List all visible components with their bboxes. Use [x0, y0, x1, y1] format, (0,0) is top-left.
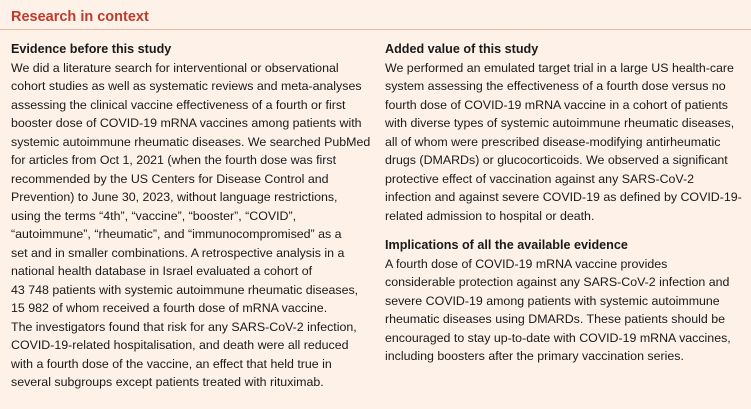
- evidence-line: “autoimmune”, “rheumatic”, and “immunocompromised” as a: [11, 227, 342, 241]
- implications-heading: Implications of all the available evidence: [385, 238, 628, 252]
- evidence-line: recommended by the US Centers for Disease Control and: [11, 171, 329, 186]
- implications-line: rheumatic diseases using DMARDs. These patients should be: [385, 312, 725, 326]
- evidence-line: 43 748 patients with systemic autoimmune rheumatic diseases,: [11, 282, 359, 297]
- evidence-paragraph: [11, 59, 371, 392]
- implications-line: encouraged to stay up-to-date with COVID-19 mRNA vaccines,: [385, 330, 731, 345]
- evidence-line: assessing the clinical vaccine effectiveness of a fourth or first: [11, 97, 346, 112]
- added-value-line: all of whom were prescribed disease-modifying antirheumatic: [385, 134, 721, 149]
- added-value-paragraph: [385, 59, 740, 226]
- added-value-line: We performed an emulated target trial in a large US health-care: [385, 60, 734, 75]
- evidence-line: for articles from Oct 1, 2021 (when the fourth dose was first: [11, 153, 337, 167]
- implications-line: considerable protection against any SARS-CoV-2 infection and: [385, 275, 730, 289]
- evidence-line: systemic autoimmune rheumatic diseases. We searched PubMed: [11, 134, 371, 149]
- evidence-line: We did a literature search for interventional or observational: [11, 60, 339, 75]
- title-divider: [0, 29, 751, 30]
- implications-paragraph: [385, 255, 740, 366]
- panel-title: Research in context: [11, 9, 149, 25]
- evidence-heading: Evidence before this study: [11, 42, 172, 56]
- added-value-line: related admission to hospital or death.: [385, 208, 595, 223]
- section-gap: [385, 225, 740, 236]
- evidence-line: Prevention) to June 30, 2023, without language restrictions,: [11, 190, 338, 204]
- added-value-line: drugs (DMARDs) or glucocorticoids. We observed a significant: [385, 153, 728, 167]
- evidence-line: 15 982 of whom received a fourth dose of mRNA vaccine.: [11, 301, 328, 315]
- left-column: [11, 40, 371, 392]
- added-value-heading: Added value of this study: [385, 42, 539, 56]
- added-value-line: fourth dose of COVID-19 mRNA vaccine in a cohort of patients: [385, 97, 728, 112]
- evidence-line: several subgroups except patients treated with rituximab.: [11, 375, 324, 389]
- added-value-line: infection and against severe COVID-19 as defined by COVID-19-: [385, 190, 742, 204]
- evidence-line: national health database in Israel evaluated a cohort of: [11, 264, 313, 278]
- evidence-line: The investigators found that risk for any SARS-CoV-2 infection,: [11, 319, 357, 334]
- evidence-line: cohort studies as well as systematic reviews and meta-analyses: [11, 79, 362, 93]
- evidence-line: set and in smaller combinations. A retrospective analysis in a: [11, 245, 345, 260]
- added-value-line: system assessing the effectiveness of a fourth dose versus no: [385, 79, 726, 93]
- evidence-line: with a fourth dose of the vaccine, an effect that held true in: [11, 356, 332, 371]
- implications-line: including boosters after the primary vaccination series.: [385, 349, 684, 363]
- implications-line: severe COVID-19 among patients with systemic autoimmune: [385, 293, 720, 308]
- evidence-line: using the terms “4th”, “vaccine”, “booster”, “COVID”,: [11, 208, 297, 223]
- added-value-line: with diverse types of systemic autoimmune rheumatic diseases,: [385, 116, 735, 130]
- added-value-line: protective effect of vaccination against any SARS-CoV-2: [385, 171, 695, 186]
- right-column: [385, 40, 740, 366]
- evidence-line: booster dose of COVID-19 mRNA vaccines among patients with: [11, 116, 362, 130]
- evidence-line: COVID-19-related hospitalisation, and death were all reduced: [11, 338, 349, 352]
- implications-line: A fourth dose of COVID-19 mRNA vaccine provides: [385, 256, 668, 271]
